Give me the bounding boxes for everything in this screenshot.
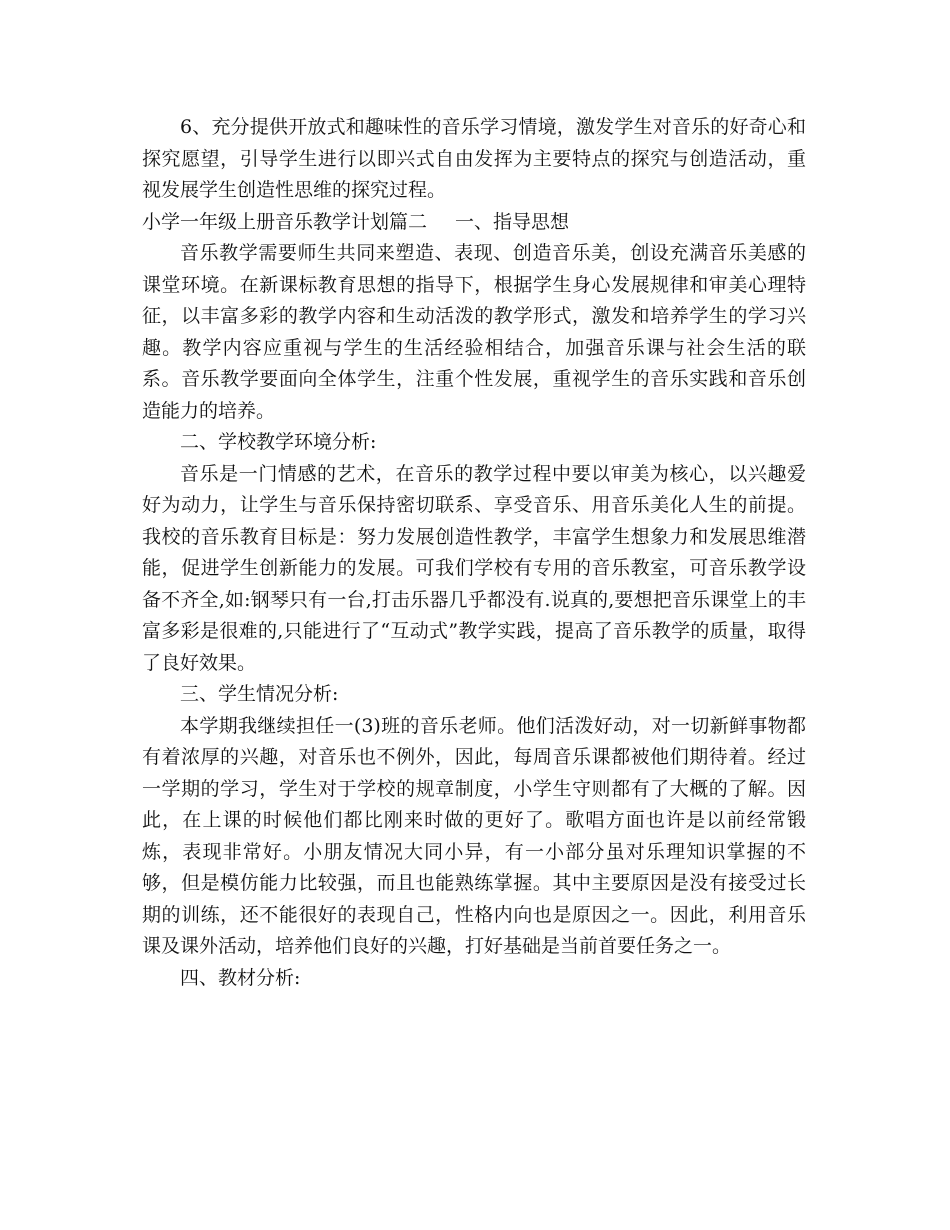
section-3-heading: 三、学生情况分析: [180, 683, 339, 705]
plan-title: 小学一年级上册音乐教学计划篇二 [142, 210, 428, 233]
section-2-heading: 二、学校教学环境分析: [180, 431, 377, 453]
document-page [142, 112, 806, 994]
section-2-body: 音乐是一门情感的艺术，在音乐的教学过程中要以审美为核心，以兴趣爱好为动力，让学生与音乐保持密切联系、享受音乐、用音乐美化人生的前提。我校的音乐教育目标是：努力发展创造性教学，丰富学生想象力和发展思维潜能，促进学生创新能力的发展。可我们学校有专用的音乐教室，可音乐教学设备不齐全,如:钢琴只有一台,打击乐器几乎都没有.说真的,要想把音乐课堂上的丰富多彩是很难的,只能进行了“互动式”教学实践，提高了音乐教学的质量，取得了良好效果。 [142, 462, 806, 674]
section-1-body: 音乐教学需要师生共同来塑造、表现、创造音乐美，创设充满音乐美感的课堂环境。在新课标教育思想的指导下，根据学生身心发展规律和审美心理特征，以丰富多彩的教学内容和生动活泼的教学形式，激发和培养学生的学习兴趣。教学内容应重视与学生的生活经验相结合，加强音乐课与社会生活的联系。音乐教学要面向全体学生，注重个性发展，重视学生的音乐实践和音乐创造能力的培养。 [142, 242, 806, 422]
section-4-heading: 四、教材分析: [180, 966, 301, 989]
section-3-body: 本学期我继续担任一(3)班的音乐老师。他们活泼好动，对一切新鲜事物都有着浓厚的兴趣，对音乐也不例外，因此，每周音乐课都被他们期待着。经过一学期的学习，学生对于学校的规章制度，小学生守则都有了大概的了解。因此，在上课的时候他们都比刚来时做的更好了。歌唱方面也许是以前经常锻炼，表现非常好。小朋友情况大同小异，有一小部分虽对乐理知识掌握的不够，但是模仿能力比较强，而且也能熟练掌握。其中主要原因是没有接受过长期的训练，还不能很好的表现自己，性格内向也是原因之一。因此，利用音乐课及课外活动，培养他们良好的兴趣，打好基础是当前首要任务之一。 [142, 714, 806, 957]
plan-title-line [142, 207, 806, 239]
section-1-heading: 一、指导思想 [455, 210, 570, 233]
paragraph-item-6: 6、充分提供开放式和趣味性的音乐学习情境，激发学生对音乐的好奇心和探究愿望，引导学生进行以即兴式自由发挥为主要特点的探究与创造活动，重视发展学生创造性思维的探究过程。 [142, 116, 806, 201]
